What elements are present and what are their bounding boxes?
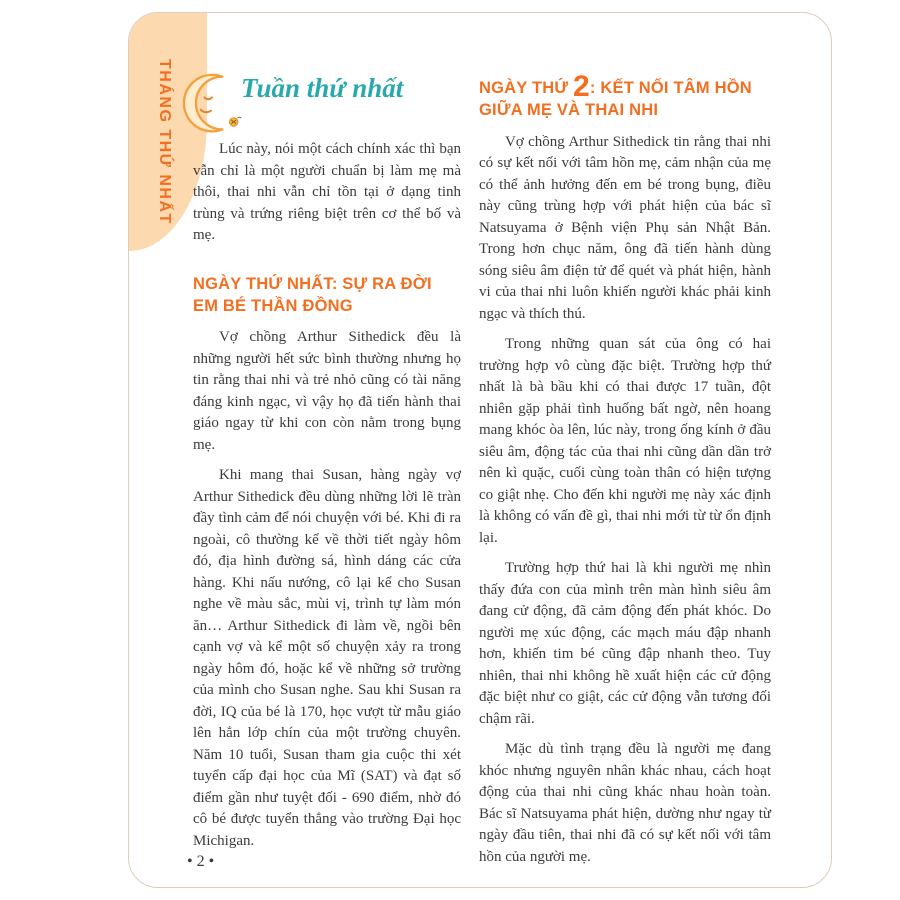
heading-day-number: 2 xyxy=(573,70,590,103)
heading-prefix: NGÀY THỨ xyxy=(479,79,574,97)
left-column xyxy=(193,139,461,861)
section-heading-day-1: NGÀY THỨ NHẤT: SỰ RA ĐỜI EM BÉ THẦN ĐỒNG xyxy=(193,274,432,315)
moon-icon-svg xyxy=(179,69,245,139)
month-vertical-label: THÁNG THỨ NHẤT xyxy=(156,59,173,225)
page-frame xyxy=(128,12,832,888)
section-heading-day-2 xyxy=(479,70,771,122)
right-column xyxy=(479,70,771,877)
heading-suffix: : KẾT NỐI TÂM HỒN GIỮA MẸ VÀ THAI NHI xyxy=(479,79,752,120)
paragraph: Mặc dù tình trạng đều là người mẹ đang khóc nhưng nguyên nhân khác nhau, cách hoạt động của thai nhi cũng khác nhau hoàn toàn. Bác sĩ Natsuyama phát hiện, dường như ngay từ ngày đầu tiên, thai nhi đã có sự kết nối với tâm hồn của người mẹ. xyxy=(479,741,771,865)
paragraph: Vợ chồng Arthur Sithedick tin rằng thai nhi có sự kết nối với tâm hồn mẹ, cảm nhận của mẹ có thể ảnh hưởng đến em bé trong bụng, điều này cũng trùng hợp với phát hiện của bác sĩ Natsuyama ở Bệnh viện Phụ sản Nhật Bản. Trong hơn chục năm, ông đã tiến hành dùng sóng siêu âm điện tử để quét và phát hiện, hành vi của thai nhi luôn khiến người khác phải kinh ngạc và thích thú. xyxy=(479,133,771,322)
paragraph: Khi mang thai Susan, hàng ngày vợ Arthur Sithedick đều dùng những lời lẽ tràn đầy tình cảm để nói chuyện với bé. Khi đi ra ngoài, cô thường kể về thời tiết ngày hôm đó, địa hình đường sá, hình dáng các cửa hàng. Khi nấu nướng, cô lại kể cho Susan nghe về màu sắc, mùi vị, trình tự làm món ăn… Arthur Sithedick đi làm về, ngồi bên cạnh vợ và kể một số chuyện xảy ra trong ngày hôm đó, hoặc kể về những sở trường của mình cho Susan nghe. Sau khi Susan ra đời, IQ của bé là 170, học vượt từ mẫu giáo lên hẳn lớp chín của một trường chuyên. Năm 10 tuổi, Susan tham gia cuộc thi xét tuyển cấp đại học của Mĩ (SAT) và đạt số điểm gần như tuyệt đối - 690 điểm, nhờ đó cô bé được tuyển thẳng vào trường Đại học Michigan. xyxy=(193,467,461,849)
moon-icon xyxy=(179,69,245,139)
bee-icon xyxy=(229,117,241,126)
page-number: • 2 • xyxy=(187,853,215,870)
intro-paragraph: Lúc này, nói một cách chính xác thì bạn vẫn chỉ là một người chuẩn bị làm mẹ mà thôi, thai nhi vẫn chỉ tồn tại ở dạng tinh trùng và trứng riêng biệt trên cơ thể bố và mẹ. xyxy=(193,141,461,243)
paragraph: Trường hợp thứ hai là khi người mẹ nhìn thấy đứa con của mình trên màn hình siêu âm đang cử động, đã cảm động đến phát khóc. Do người mẹ xúc động, các mạch máu đập nhanh hơn, khiến tim bé cũng đập nhanh theo. Tuy nhiên, thai nhi không hề xuất hiện các cử động đặc biệt như co giật, các cử động vẫn tương đối chậm rãi. xyxy=(479,560,771,727)
week-title: Tuần thứ nhất xyxy=(241,73,404,103)
paragraph: Vợ chồng Arthur Sithedick đều là những người hết sức bình thường nhưng họ tin rằng thai nhi và trẻ nhỏ cũng có tài năng đáng kinh ngạc, vì vậy họ đã tiến hành thai giáo ngay từ khi con còn nằm trong bụng mẹ. xyxy=(193,329,461,453)
paragraph: Trong những quan sát của ông có hai trường hợp vô cùng đặc biệt. Trường hợp thứ nhất là bà bầu khi có thai được 17 tuần, đột nhiên gặp phải tình huống bất ngờ, nên hoang mang khóc òa lên, lúc này, trong ống kính ở đầu siêu âm, động tác của thai nhi cũng dần dần trở nên kì quặc, cuối cùng toàn thân có hiện tượng co giật nhẹ. Cho đến khi người mẹ này xác định là không có vấn đề gì, thai nhi mới từ từ ổn định lại. xyxy=(479,336,771,546)
